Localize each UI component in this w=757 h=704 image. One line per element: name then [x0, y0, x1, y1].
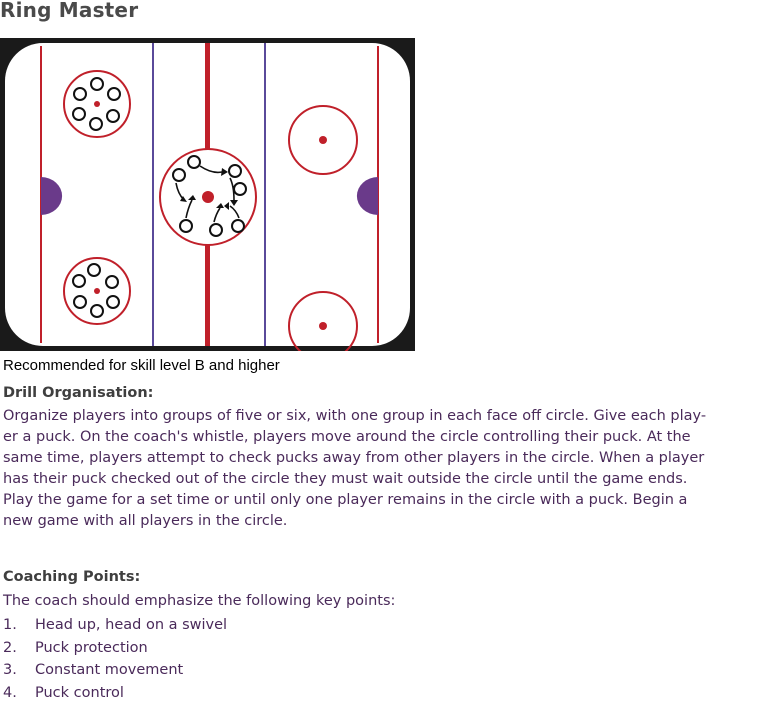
list-text: Head up, head on a swivel	[35, 617, 227, 633]
player-icon	[210, 224, 222, 236]
drill-text-line: Play the game for a set time or until only one player remains in the circle with a puck. Begin a	[3, 490, 751, 511]
list-number: 1.	[3, 614, 35, 637]
player-icon	[91, 78, 103, 90]
player-icon	[108, 88, 120, 100]
drill-text-line: has their puck checked out of the circle they must wait outside the circle until the game ends.	[3, 469, 751, 490]
player-icon	[180, 220, 192, 232]
player-icon	[234, 183, 246, 195]
rink-diagram	[0, 38, 415, 351]
drill-text-line: new game with all players in the circle.	[3, 511, 751, 532]
player-icon	[107, 296, 119, 308]
list-item	[3, 659, 227, 682]
list-text: Puck protection	[35, 640, 148, 656]
player-icon	[188, 156, 200, 168]
list-item	[3, 637, 227, 660]
drill-text-line: same time, players attempt to check pucks away from other players in the circle. When a player	[3, 448, 751, 469]
player-icon	[74, 296, 86, 308]
drill-organisation-text	[3, 406, 751, 532]
list-text: Puck control	[35, 685, 124, 701]
faceoff-circle-center	[160, 149, 256, 245]
coaching-points-heading: Coaching Points:	[3, 569, 140, 585]
player-icon	[90, 118, 102, 130]
player-icon	[88, 264, 100, 276]
player-icon	[73, 108, 85, 120]
player-icon	[73, 275, 85, 287]
player-icon	[74, 88, 86, 100]
list-number: 4.	[3, 682, 35, 704]
coaching-intro: The coach should emphasize the following key points:	[3, 591, 751, 612]
player-icon	[229, 165, 241, 177]
player-icon	[91, 305, 103, 317]
list-number: 2.	[3, 637, 35, 660]
player-icon	[107, 110, 119, 122]
coaching-points-list	[3, 614, 227, 704]
list-item	[3, 682, 227, 704]
drill-organisation-heading: Drill Organisation:	[3, 385, 153, 401]
player-icon	[173, 169, 185, 181]
player-icon	[106, 276, 118, 288]
drill-text-line: er a puck. On the coach's whistle, players move around the circle controlling their puck. At the	[3, 427, 751, 448]
page-title: Ring Master	[0, 0, 138, 22]
drill-text-line: Organize players into groups of five or six, with one group in each face off circle. Give each play-	[3, 406, 751, 427]
list-item	[3, 614, 227, 637]
skill-level-caption: Recommended for skill level B and higher	[3, 357, 280, 374]
list-number: 3.	[3, 659, 35, 682]
list-text: Constant movement	[35, 662, 183, 678]
player-icon	[232, 220, 244, 232]
